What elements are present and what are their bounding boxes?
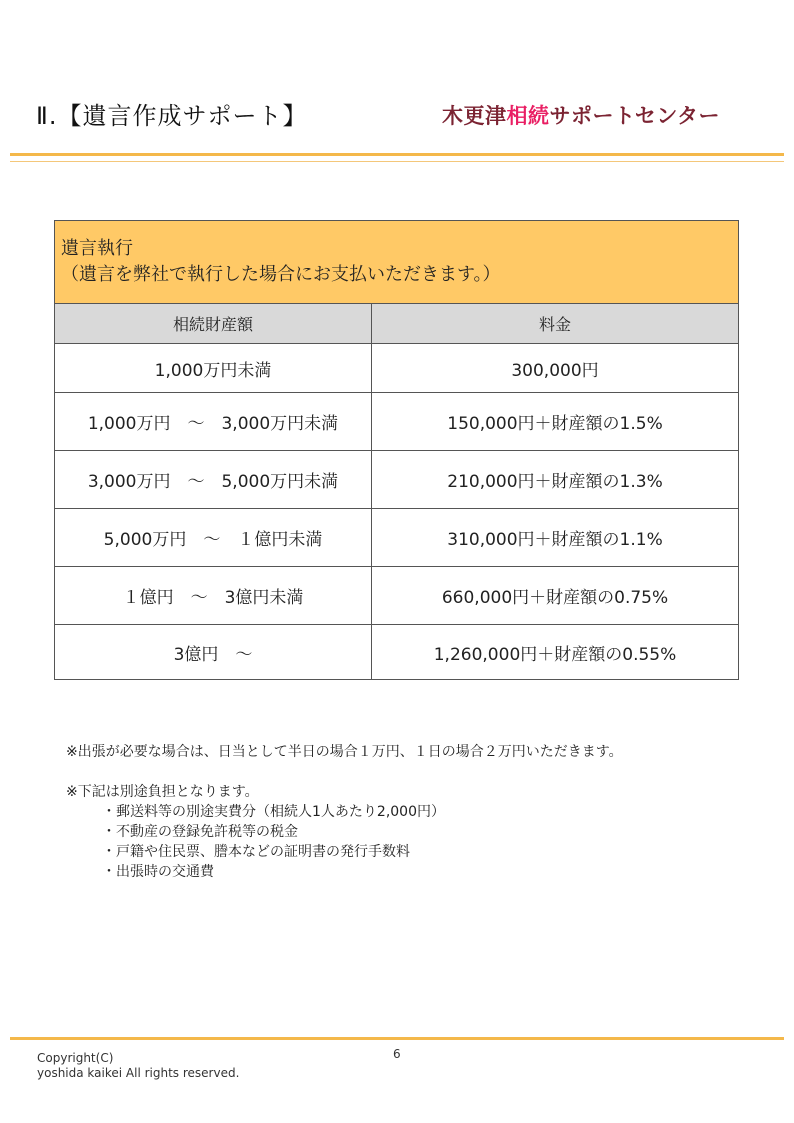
brand-suffix: サポートセンター bbox=[549, 104, 721, 128]
fee-cell: 310,000円＋財産額の1.1% bbox=[372, 509, 739, 567]
notes-section bbox=[66, 742, 623, 882]
fee-cell: 300,000円 bbox=[372, 344, 739, 393]
note-item: ・不動産の登録免許税等の税金 bbox=[102, 824, 298, 840]
fee-cell: 1,260,000円＋財産額の0.55% bbox=[372, 625, 739, 680]
table-row bbox=[55, 567, 739, 625]
estate-cell: 1,000万円 ～ 3,000万円未満 bbox=[55, 393, 372, 451]
banner-subtitle: （遺言を弊社で執行した場合にお支払いただきます。） bbox=[61, 264, 501, 285]
estate-cell: 3億円 ～ bbox=[55, 625, 372, 680]
note-separate-heading: ※下記は別途負担となります。 bbox=[66, 784, 259, 800]
table-row bbox=[55, 344, 739, 393]
banner-title: 遺言執行 bbox=[61, 238, 133, 259]
column-header-estate: 相続財産額 bbox=[55, 304, 372, 344]
fee-cell: 210,000円＋財産額の1.3% bbox=[372, 451, 739, 509]
fee-table-banner bbox=[55, 221, 739, 304]
brand-logo bbox=[442, 100, 720, 130]
header-divider-thin bbox=[10, 161, 784, 162]
estate-cell: 1,000万円未満 bbox=[55, 344, 372, 393]
copyright-line2: yoshida kaikei All rights reserved. bbox=[37, 1066, 240, 1080]
estate-cell: 5,000万円 ～ １億円未満 bbox=[55, 509, 372, 567]
brand-accent: 相続 bbox=[506, 104, 550, 128]
table-row bbox=[55, 509, 739, 567]
table-row bbox=[55, 625, 739, 680]
fee-table bbox=[54, 220, 739, 680]
copyright-line1: Copyright(C) bbox=[37, 1051, 114, 1065]
copyright bbox=[37, 1051, 239, 1081]
brand-prefix: 木更津 bbox=[442, 104, 507, 128]
note-item: ・出張時の交通費 bbox=[102, 864, 214, 880]
column-header-fee: 料金 bbox=[372, 304, 739, 344]
estate-cell: 3,000万円 ～ 5,000万円未満 bbox=[55, 451, 372, 509]
note-item: ・郵送料等の別途実費分（相続人1人あたり2,000円） bbox=[102, 804, 445, 820]
header-divider bbox=[10, 153, 784, 156]
table-row bbox=[55, 393, 739, 451]
note-item: ・戸籍や住民票、謄本などの証明書の発行手数料 bbox=[102, 844, 410, 860]
note-travel: ※出張が必要な場合は、日当として半日の場合１万円、１日の場合２万円いただきます。 bbox=[66, 744, 623, 760]
footer-divider bbox=[10, 1037, 784, 1040]
table-row bbox=[55, 451, 739, 509]
fee-cell: 660,000円＋財産額の0.75% bbox=[372, 567, 739, 625]
page-title: Ⅱ.【遺言作成サポート】 bbox=[36, 102, 308, 130]
fee-cell: 150,000円＋財産額の1.5% bbox=[372, 393, 739, 451]
estate-cell: １億円 ～ 3億円未満 bbox=[55, 567, 372, 625]
page-number: 6 bbox=[393, 1047, 401, 1061]
